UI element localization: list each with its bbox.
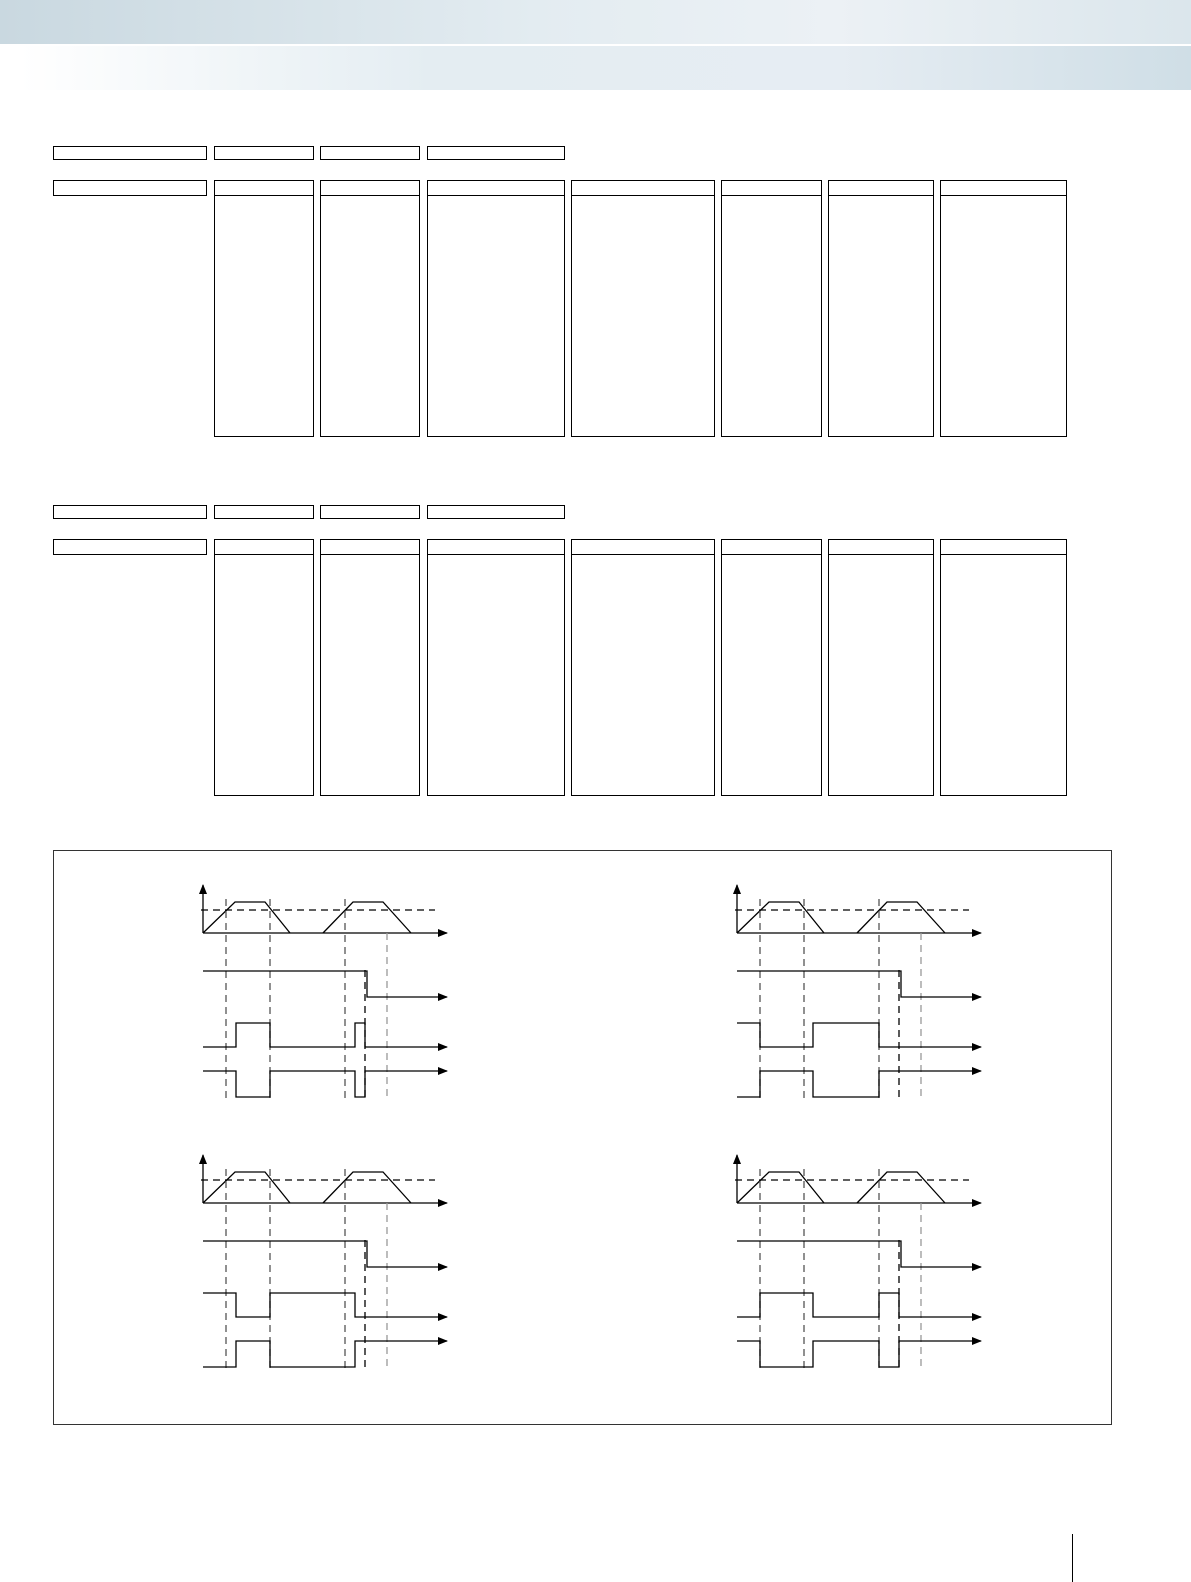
enable-signal [737,1241,981,1267]
speed-ramp [857,902,945,933]
output-signal-b [203,1071,447,1097]
enable-signal [737,971,981,997]
speed-ramp [737,1172,824,1203]
enable-signal [203,1241,447,1267]
timing-panel [735,1155,981,1370]
output-signal-b [737,1071,981,1097]
speed-ramp [203,1172,290,1203]
output-signal-a [737,1293,981,1317]
output-signal-a [737,1023,981,1047]
speed-ramp [737,902,824,933]
output-signal-a [203,1023,447,1047]
speed-ramp [857,1172,945,1203]
enable-signal [203,971,447,997]
speed-ramp [203,902,290,933]
output-signal-b [203,1341,447,1367]
timing-panel [201,885,447,1100]
output-signal-a [203,1293,447,1317]
page-marker [1072,1534,1073,1582]
timing-panel [735,885,981,1100]
speed-ramp [323,902,411,933]
output-signal-b [737,1341,981,1367]
timing-panel [201,1155,447,1370]
speed-ramp [323,1172,411,1203]
